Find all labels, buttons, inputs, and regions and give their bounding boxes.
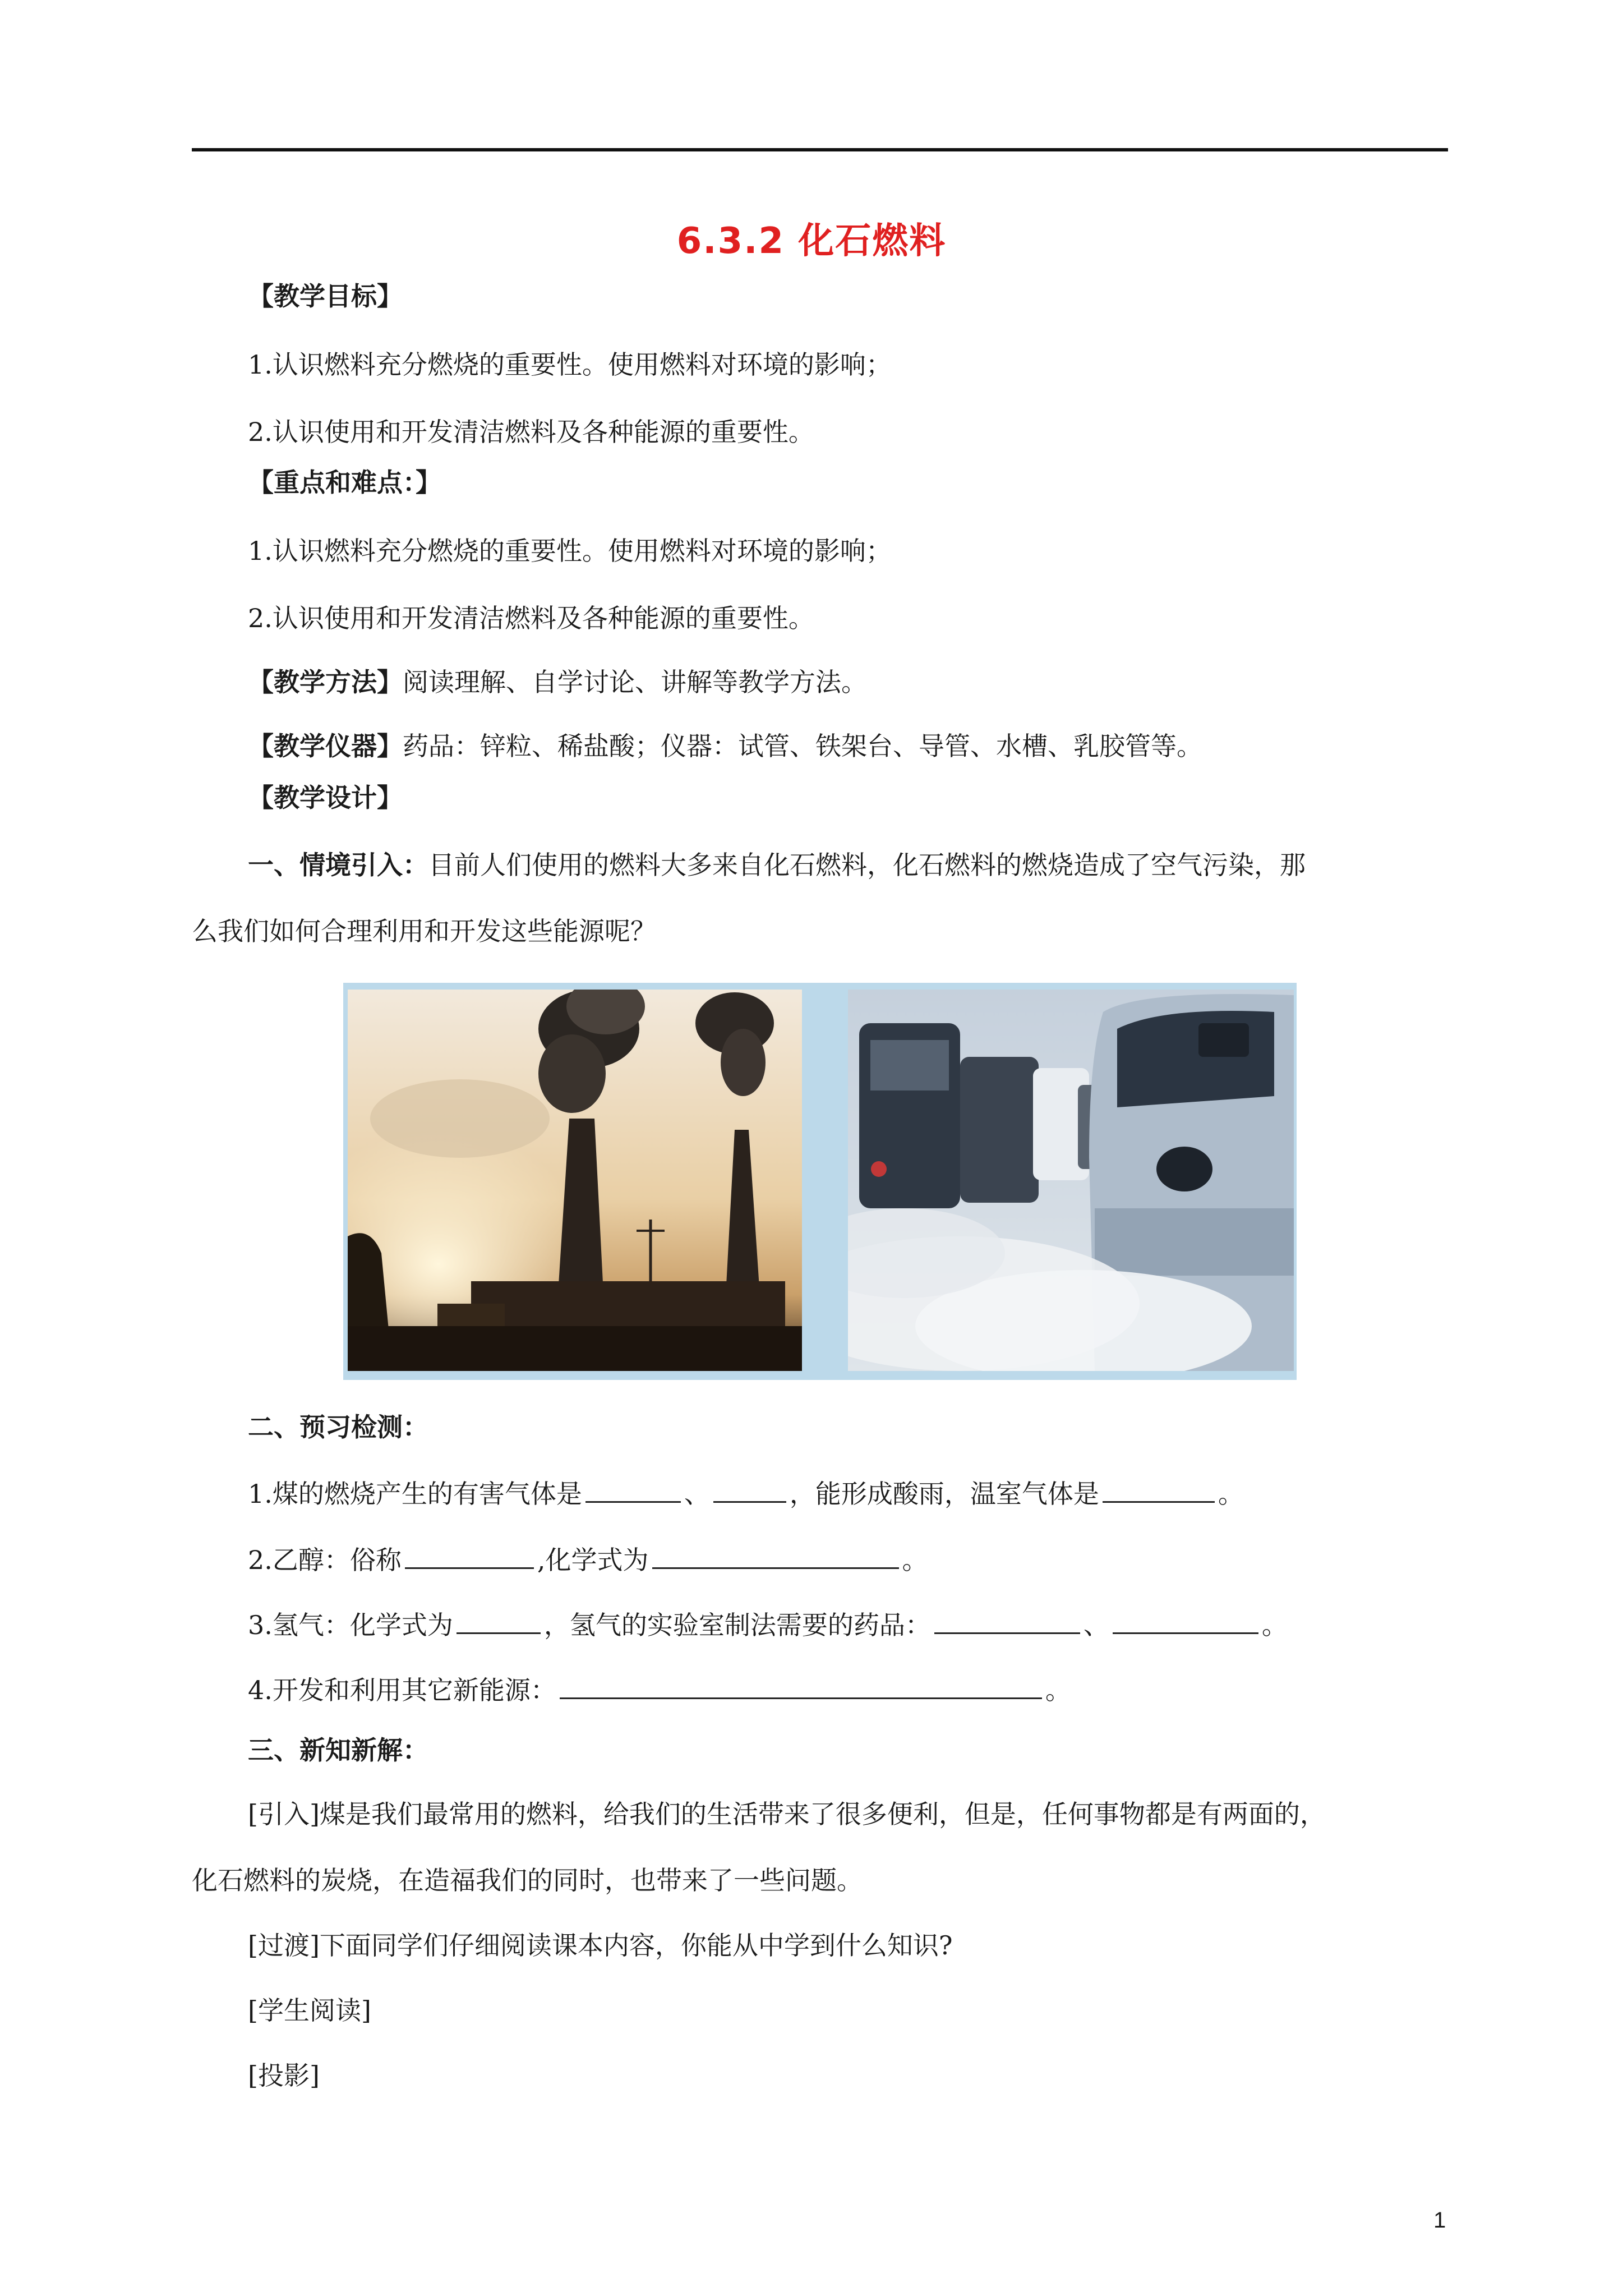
method-heading: 【教学方法】 — [248, 667, 403, 697]
q3-blank-1[interactable] — [457, 1607, 541, 1634]
key-point-item-1: 1.认识燃料充分燃烧的重要性。使用燃料对环境的影响； — [248, 536, 892, 566]
factory-smokestacks-image — [348, 990, 802, 1371]
header-rule — [192, 148, 1448, 151]
question-3 — [248, 1607, 1288, 1642]
q3-text-c: 、 — [1083, 1610, 1109, 1640]
instruments-line — [248, 729, 1202, 763]
instruments-heading: 【教学仪器】 — [248, 731, 403, 761]
page-number: 1 — [1433, 2208, 1446, 2233]
pollution-figure — [343, 983, 1297, 1380]
section1-text-1: 目前人们使用的燃料大多来自化石燃料，化石燃料的燃烧造成了空气污染，那 — [428, 850, 1306, 880]
q1-text-a: 1.煤的燃烧产生的有害气体是 — [248, 1479, 582, 1509]
goals-heading: 【教学目标】 — [248, 281, 403, 311]
q4-text-a: 4.开发和利用其它新能源： — [248, 1675, 556, 1705]
q2-text-c: 。 — [902, 1545, 928, 1575]
car-exhaust-image — [848, 990, 1294, 1371]
q2-blank-2[interactable] — [652, 1542, 899, 1569]
section1-heading: 一、情境引入： — [248, 850, 428, 880]
section3-intro-1: [引入]煤是我们最常用的燃料，给我们的生活带来了很多便利，但是，任何事物都是有两面的， — [248, 1799, 1326, 1829]
q1-text-b: 、 — [684, 1479, 710, 1509]
q4-text-b: 。 — [1045, 1675, 1071, 1705]
section3-intro-2: 化石燃料的炭烧，在造福我们的同时，也带来了一些问题。 — [192, 1865, 863, 1895]
method-line — [248, 665, 867, 699]
question-1 — [248, 1475, 1244, 1511]
q2-text-a: 2.乙醇：俗称 — [248, 1545, 402, 1575]
q2-blank-1[interactable] — [405, 1542, 534, 1569]
section1-text-2: 么我们如何合理利用和开发这些能源呢？ — [192, 916, 656, 946]
document-title: 6.3.2 化石燃料 — [676, 220, 947, 262]
goal-item-2: 2.认识使用和开发清洁燃料及各种能源的重要性。 — [248, 417, 814, 447]
question-2 — [248, 1542, 928, 1577]
section1-line1 — [248, 848, 1306, 882]
section3-reading: [学生阅读] — [248, 1995, 371, 2026]
question-4 — [248, 1672, 1071, 1707]
goal-item-1: 1.认识燃料充分燃烧的重要性。使用燃料对环境的影响； — [248, 349, 892, 380]
q1-blank-3[interactable] — [1103, 1475, 1215, 1503]
q3-text-a: 3.氢气：化学式为 — [248, 1610, 453, 1640]
section3-projection: [投影] — [248, 2060, 320, 2091]
section3-heading: 三、新知新解： — [248, 1735, 428, 1765]
method-text: 阅读理解、自学讨论、讲解等教学方法。 — [403, 667, 867, 697]
key-point-item-2: 2.认识使用和开发清洁燃料及各种能源的重要性。 — [248, 603, 814, 633]
q1-text-d: 。 — [1218, 1479, 1244, 1509]
q3-blank-2[interactable] — [934, 1607, 1080, 1634]
q1-blank-1[interactable] — [585, 1475, 681, 1503]
q1-text-c: ，能形成酸雨，温室气体是 — [789, 1479, 1099, 1509]
design-heading: 【教学设计】 — [248, 783, 403, 813]
q2-text-b: ,化学式为 — [537, 1545, 649, 1575]
q3-text-d: 。 — [1261, 1610, 1288, 1640]
section2-heading: 二、预习检测： — [248, 1412, 428, 1442]
q3-text-b: ，氢气的实验室制法需要的药品： — [543, 1610, 931, 1640]
q3-blank-3[interactable] — [1113, 1607, 1258, 1634]
instruments-text: 药品：锌粒、稀盐酸；仪器：试管、铁架台、导管、水槽、乳胶管等。 — [403, 731, 1202, 761]
section3-transition: [过渡]下面同学们仔细阅读课本内容，你能从中学到什么知识? — [248, 1930, 953, 1961]
q1-blank-2[interactable] — [713, 1475, 786, 1503]
key-points-heading: 【重点和难点：】 — [248, 467, 441, 498]
q4-blank-1[interactable] — [560, 1672, 1042, 1699]
